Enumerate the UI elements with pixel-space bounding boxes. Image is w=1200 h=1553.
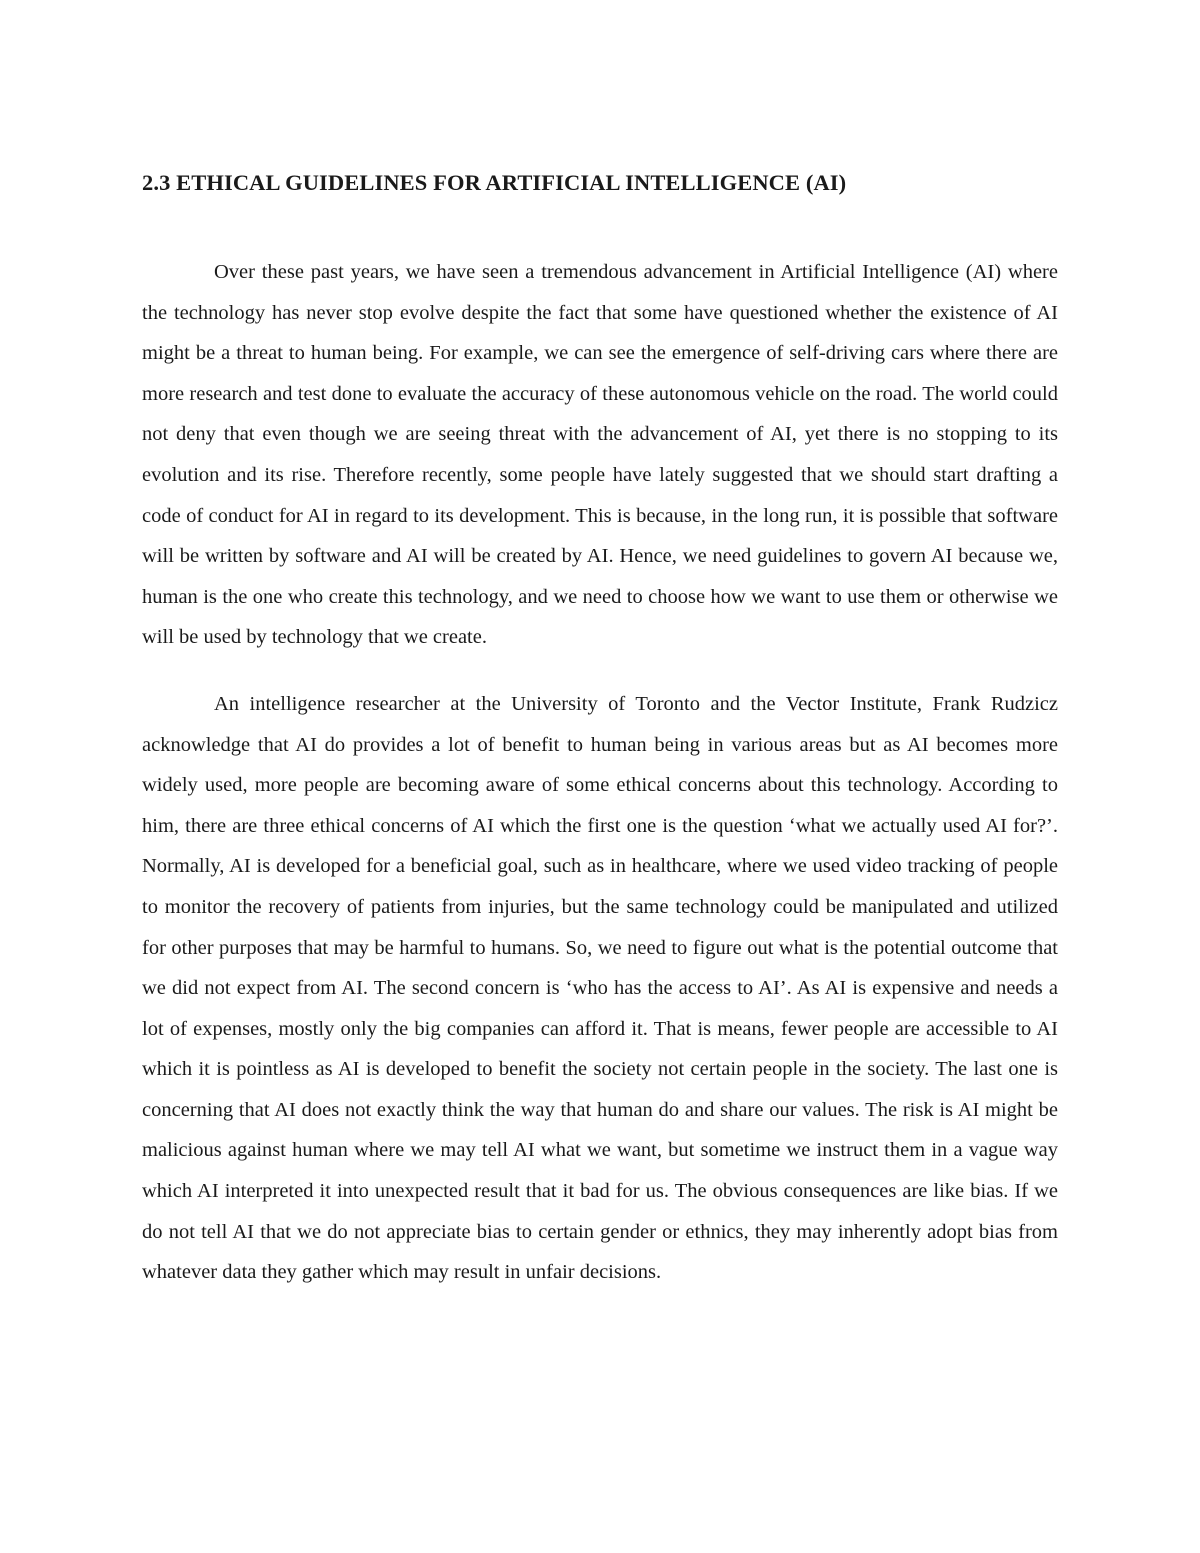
paragraph-ethical-concerns: An intelligence researcher at the University of Toronto and the Vector Institute, Frank Rudzicz acknowledge that AI do provides a lot of benefit to human being in various areas but as AI becomes more widely used, more people are becoming aware of some ethical concerns about this technology. According to him, there are three ethical concerns of AI which the first one is the question ‘what we actually used AI for?’. Normally, AI is developed for a beneficial goal, such as in healthcare, where we used video tracking of people to monitor the recovery of patients from injuries, but the same technology could be manipulated and utilized for other purposes that may be harmful to humans. So, we need to figure out what is the potential outcome that we did not expect from AI. The second concern is ‘who has the access to AI’. As AI is expensive and needs a lot of expenses, mostly only the big companies can afford it. That is means, fewer people are accessible to AI which it is pointless as AI is developed to benefit the society not certain people in the society. The last one is concerning that AI does not exactly think the way that human do and share our values. The risk is AI might be malicious against human where we may tell AI what we want, but sometime we instruct them in a vague way which AI interpreted it into unexpected result that it bad for us. The obvious consequences are like bias. If we do not tell AI that we do not appreciate bias to certain gender or ethnics, they may inherently adopt bias from whatever data they gather which may result in unfair decisions. bbox=[142, 692, 1058, 1284]
section-heading: 2.3 ETHICAL GUIDELINES FOR ARTIFICIAL INTELLIGENCE (AI) bbox=[142, 170, 847, 195]
paragraph-ai-advancement: Over these past years, we have seen a tremendous advancement in Artificial Intelligence (AI) where the technology has never stop evolve despite the fact that some have questioned whether the existence of AI might be a threat to human being. For example, we can see the emergence of self-driving cars where there are more research and test done to evaluate the accuracy of these autonomous vehicle on the road. The world could not deny that even though we are seeing threat with the advancement of AI, yet there is no stopping to its evolution and its rise. Therefore recently, some people have lately suggested that we should start drafting a code of conduct for AI in regard to its development. This is because, in the long run, it is possible that software will be written by software and AI will be created by AI. Hence, we need guidelines to govern AI because we, human is the one who create this technology, and we need to choose how we want to use them or otherwise we will be used by technology that we create. bbox=[142, 261, 1058, 649]
document-body bbox=[142, 166, 1058, 1319]
